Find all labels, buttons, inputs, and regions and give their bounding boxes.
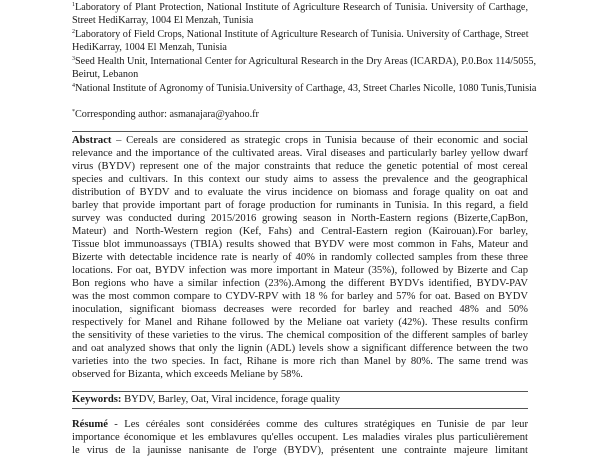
abstract-line: species and cultivars. In this context our study aims to assess the prevalence and the geographical bbox=[72, 174, 528, 185]
resume-dash: - bbox=[107, 419, 125, 430]
abstract-line: virus (BYDV) represent one of the major constraints that reduce the genetic potential of most cereal bbox=[72, 161, 528, 172]
affiliation-marker: 1 bbox=[72, 2, 75, 8]
affiliation-text: Street HediKarray, 1004 El Menzah, Tunisia bbox=[72, 15, 254, 26]
affiliation-text: HediKarray, 1004 El Menzah, Tunisia bbox=[72, 42, 227, 53]
abstract-line: Mateur) and North-Western region (Kef, Fahs) and Central-Eastern region (Kairouan).For barley, bbox=[72, 226, 528, 237]
abstract-line: varieties into the two species. In fact, Rihane is more rich than Manel by 80%. The same trend was bbox=[72, 356, 528, 367]
affiliation-marker: 4 bbox=[72, 83, 75, 89]
affiliation-1-line-2 bbox=[72, 14, 528, 27]
resume-line: importance économique et les emblavures qu'elles occupent. Les maladies virales plus particulièrement bbox=[72, 432, 528, 443]
abstract-line: Bon regions who have a similar infection (23%).Among the different BYDVs identified, BYDV-PAV bbox=[72, 278, 528, 289]
affiliation-text: Seed Health Unit, International Center for Agricultural Research in the Dry Areas (ICARDA), P.0.Box 114/5055, bbox=[75, 56, 537, 67]
resume-text: Les céréales sont considérées comme des cultures stratégiques en Tunisie de par leur bbox=[124, 419, 528, 430]
abstract-line: relevance and the importance of the cultivated areas. Viral diseases and particularly barley yellow dwarf bbox=[72, 148, 528, 159]
resume-line: le virus de la jaunisse nanisante de l'orge (BYDV), présentent une contrainte majeure limitant bbox=[72, 445, 528, 456]
abstract-line: distribution of BYDV and to evaluate the virus incidence on biomass and forage quality on oat and bbox=[72, 187, 528, 198]
divider-keywords-top bbox=[72, 391, 528, 392]
affiliation-3-line-1 bbox=[72, 55, 537, 68]
corresponding-author bbox=[72, 108, 528, 121]
abstract-line: Bizerte with detectable incidence rate is nearly of 40% in randomly collected samples from these three bbox=[72, 252, 528, 263]
abstract-line: barley that provide important part of forage production for ruminants in Tunisia. In this regard, a field bbox=[72, 200, 528, 211]
keywords-label: Keywords: bbox=[72, 394, 122, 405]
resume-line bbox=[72, 418, 528, 431]
abstract-line: survey was conducted during 2015/2016 growing season in North-Eastern regions (Bizerte,CapBon, bbox=[72, 213, 528, 224]
abstract-line bbox=[72, 134, 528, 147]
abstract-text: Cereals are considered as strategic crops in Tunisia because of their economic and social bbox=[126, 135, 528, 146]
affiliation-text: Laboratory of Field Crops, National Institute of Agriculture Research of Tunisia. University of Carthage, Street bbox=[75, 29, 529, 40]
abstract-line: observed for Bizanta, which exceeds Meliane by 58%. bbox=[72, 369, 303, 380]
abstract-dash: – bbox=[111, 135, 127, 146]
corresponding-marker: * bbox=[72, 109, 75, 115]
abstract-line: respectively for Manel and Rihane followed by the Meliane oat variety (42%). These results confirm bbox=[72, 317, 528, 328]
affiliation-text: National Institute of Agronomy of Tunisia.University of Carthage, 43, Street Charles Nicolle, 1080 Tunis,Tunisia bbox=[75, 83, 537, 94]
affiliation-marker: 3 bbox=[72, 56, 75, 62]
abstract-line: was the most common compare to CYDV-RPV with 18 % for barley and 57% for oat. Based on BYDV bbox=[72, 291, 528, 302]
divider-keywords-bottom bbox=[72, 408, 528, 409]
affiliation-marker: 2 bbox=[72, 29, 75, 35]
affiliation-4-line-1 bbox=[72, 82, 537, 95]
abstract-label: Abstract bbox=[72, 135, 112, 146]
keywords-text: BYDV, Barley, Oat, Viral incidence, forage quality bbox=[121, 394, 341, 405]
affiliation-1-line-1 bbox=[72, 1, 528, 14]
corresponding-author-text: Corresponding author: asmanajara@yahoo.fr bbox=[75, 109, 259, 120]
resume-label: Résumé bbox=[72, 419, 108, 430]
abstract-line: Tissue blot immunoassays (TBIA) results showed that BYDV were most common in Fahs, Mateur and bbox=[72, 239, 528, 250]
affiliation-3-line-2 bbox=[72, 68, 528, 81]
abstract-line: inoculation, significant biomass decreases were recorded for barley and reached 48% and 50% bbox=[72, 304, 528, 315]
abstract-line: and oat analyzed shows that only the lignin (ADL) levels show a significant difference between the two bbox=[72, 343, 528, 354]
affiliation-text: Laboratory of Plant Protection, National Institute of Agriculture Research of Tunisia. University of Carthage, bbox=[75, 2, 528, 13]
keywords-line bbox=[72, 393, 528, 406]
affiliation-2-line-2 bbox=[72, 41, 528, 54]
affiliation-text: Beirut, Lebanon bbox=[72, 69, 139, 80]
divider-top bbox=[72, 131, 528, 132]
affiliation-2-line-1 bbox=[72, 28, 528, 41]
abstract-line: locations. For oat, BYDV infection was more important in Mateur (35%), followed by Bizerte and Cap bbox=[72, 265, 528, 276]
abstract-line: the sensitivity of these varieties to the virus. The chemical composition of the different samples of barley bbox=[72, 330, 528, 341]
